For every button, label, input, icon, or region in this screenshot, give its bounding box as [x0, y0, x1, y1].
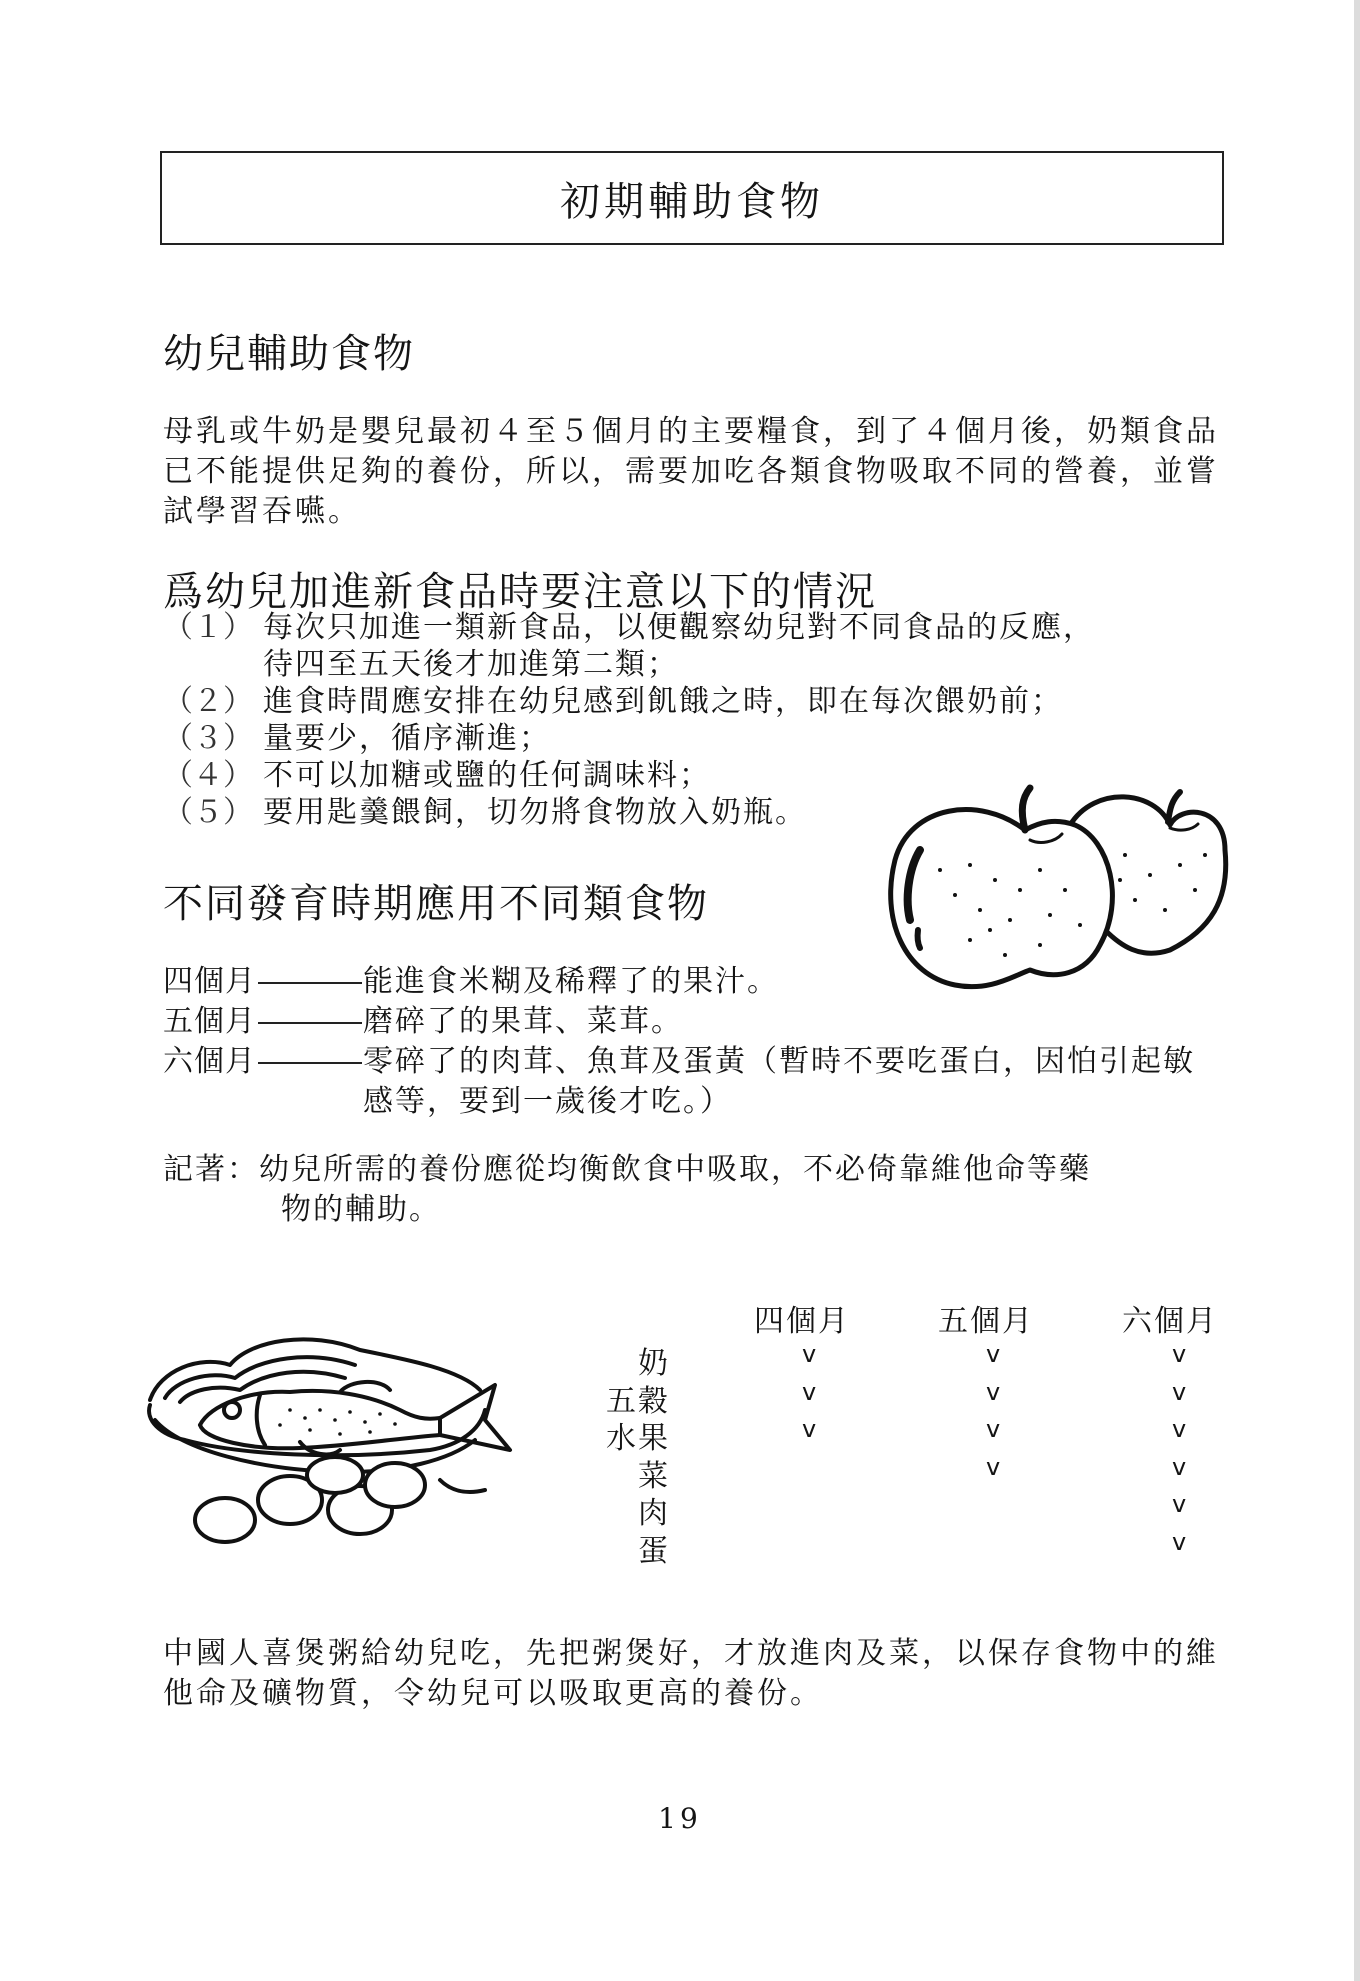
stage-item — [163, 1002, 1195, 1042]
intro-line: 試學習吞嚥。 — [163, 494, 361, 529]
check-mark-icon: v — [802, 1340, 817, 1368]
check-mark-icon: v — [1172, 1490, 1187, 1518]
footer-line: 他命及礦物質，令幼兒可以吸取更高的養份。 — [163, 1676, 823, 1711]
section-heading-precautions: 爲幼兒加進新食品時要注意以下的情況 — [163, 569, 877, 615]
page-number: 19 — [658, 1802, 702, 1835]
stage-list — [163, 962, 1195, 1122]
stage-month-label: 四個月 — [163, 964, 256, 999]
table-row-label: 肉 — [638, 1496, 670, 1531]
table-column-header: 六個月 — [1122, 1304, 1218, 1339]
section-heading-infant-food: 幼兒輔助食物 — [163, 331, 415, 377]
precaution-text: 待四至五天後才加進第二類； — [263, 647, 679, 682]
check-mark-icon: v — [1172, 1377, 1187, 1406]
precaution-number: （５） — [163, 795, 253, 830]
intro-paragraph — [163, 412, 1243, 532]
stage-month-label: 五個月 — [163, 1004, 256, 1039]
table-row-label: 奶 — [638, 1346, 670, 1381]
precaution-text: 要用匙羹餵飼，切勿將食物放入奶瓶。 — [263, 795, 807, 830]
check-mark-icon: v — [1172, 1452, 1187, 1481]
stage-dash — [258, 982, 362, 984]
stage-month — [163, 1042, 363, 1122]
footer-line: 中國人喜煲粥給幼兒吃，先把粥煲好，才放進肉及菜，以保存食物中的維 — [163, 1636, 1219, 1671]
precaution-number: （３） — [163, 721, 253, 756]
check-mark-icon: v — [1172, 1340, 1187, 1368]
check-mark-icon: v — [802, 1377, 817, 1406]
precaution-number: （２） — [163, 684, 253, 719]
table-column-header: 四個月 — [754, 1304, 850, 1339]
precaution-text: 進食時間應安排在幼兒感到飢餓之時，即在每次餵奶前； — [263, 684, 1063, 719]
check-mark-icon: v — [986, 1340, 1001, 1368]
note-line: 物的輔助。 — [281, 1192, 441, 1227]
note-line: 記著：幼兒所需的養份應從均衡飲食中吸取，不必倚靠維他命等藥 — [163, 1152, 1091, 1187]
stage-item — [163, 962, 1195, 1002]
stage-month-label: 六個月 — [163, 1044, 256, 1079]
precaution-number: （４） — [163, 758, 253, 793]
stage-text: 磨碎了的果茸、菜茸。 — [363, 1004, 683, 1039]
page-title-box — [160, 151, 1224, 245]
stage-text: 零碎了的肉茸、魚茸及蛋黃（暫時不要吃蛋白，因怕引起敏 — [363, 1044, 1195, 1079]
precaution-number: （１） — [163, 610, 253, 645]
stage-month — [163, 962, 363, 1002]
table-column-header: 五個月 — [938, 1304, 1034, 1339]
table-row-label: 水果 — [606, 1421, 670, 1456]
check-mark-icon: v — [1172, 1527, 1187, 1556]
intro-line: 已不能提供足夠的養份，所以，需要加吃各類食物吸取不同的營養，並嘗 — [163, 454, 1219, 489]
precaution-text: 每次只加進一類新食品，以便觀察幼兒對不同食品的反應， — [263, 610, 1095, 645]
page-title: 初期輔助食物 — [560, 178, 824, 225]
check-mark-icon: v — [1172, 1415, 1187, 1443]
stage-text: 感等，要到一歲後才吃。） — [363, 1084, 732, 1119]
fish-eggs-illustration — [140, 1310, 580, 1560]
check-mark-icon: v — [986, 1377, 1001, 1406]
precaution-item — [163, 609, 1095, 683]
check-mark-icon: v — [986, 1452, 1001, 1481]
table-row-label: 五穀 — [606, 1383, 670, 1419]
table-row-label: 蛋 — [638, 1533, 670, 1569]
stage-item — [163, 1042, 1195, 1122]
table-row-label: 菜 — [638, 1458, 670, 1494]
stage-dash — [258, 1062, 362, 1064]
page-edge-shadow — [1354, 0, 1360, 1981]
check-mark-icon: v — [802, 1415, 817, 1443]
precaution-text: 量要少，循序漸進； — [263, 721, 551, 756]
precaution-text: 不可以加糖或鹽的任何調味料； — [263, 758, 711, 793]
stage-month — [163, 1002, 363, 1042]
stage-dash — [258, 1022, 362, 1024]
check-mark-icon: v — [986, 1415, 1001, 1443]
note-paragraph — [163, 1150, 1091, 1230]
stage-text: 能進食米糊及稀釋了的果汁。 — [363, 964, 779, 999]
section-heading-stages: 不同發育時期應用不同類食物 — [163, 881, 709, 927]
footer-paragraph — [163, 1634, 1243, 1714]
intro-line: 母乳或牛奶是嬰兒最初４至５個月的主要糧食，到了４個月後，奶類食品 — [163, 414, 1219, 449]
precaution-item — [163, 720, 1095, 757]
precaution-item — [163, 683, 1095, 720]
